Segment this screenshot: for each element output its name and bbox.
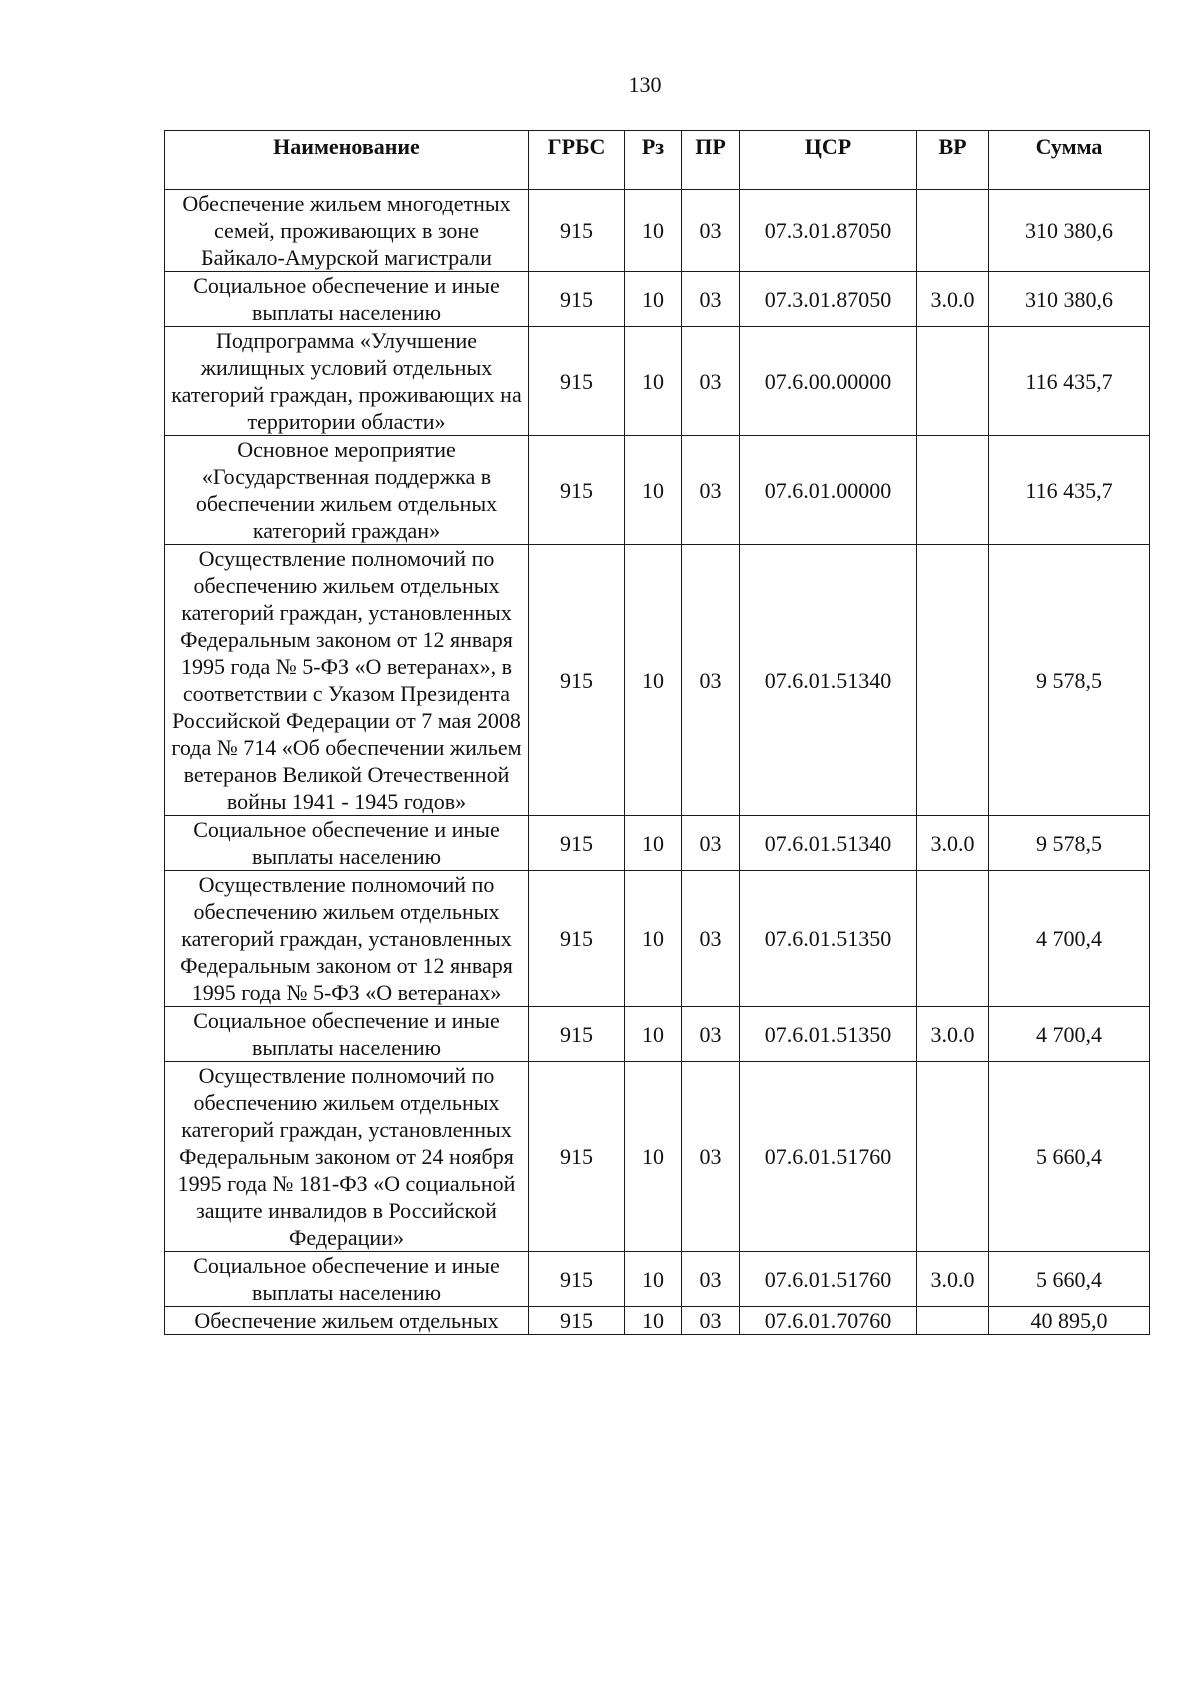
page-number: 130: [628, 72, 662, 97]
header-vr: ВР: [917, 131, 989, 190]
cell-rz: 10: [625, 272, 682, 327]
cell-vr: [917, 871, 989, 1007]
cell-pr: 03: [682, 816, 740, 871]
cell-pr: 03: [682, 1252, 740, 1307]
cell-sum: 116 435,7: [989, 436, 1150, 545]
table-row: [165, 871, 1150, 1007]
cell-pr: 03: [682, 436, 740, 545]
cell-pr: 03: [682, 545, 740, 816]
cell-csr: 07.3.01.87050: [740, 190, 917, 272]
cell-sum: 40 895,0: [989, 1307, 1150, 1335]
cell-vr: 3.0.0: [917, 1007, 989, 1062]
cell-rz: 10: [625, 1252, 682, 1307]
table-row: [165, 327, 1150, 436]
cell-csr: 07.3.01.87050: [740, 272, 917, 327]
cell-grbs: 915: [529, 1062, 625, 1252]
header-grbs: ГРБС: [529, 131, 625, 190]
table-row: [165, 272, 1150, 327]
cell-vr: 3.0.0: [917, 816, 989, 871]
cell-grbs: 915: [529, 1007, 625, 1062]
cell-pr: 03: [682, 1307, 740, 1335]
cell-grbs: 915: [529, 1307, 625, 1335]
cell-name: Обеспечение жильем отдельных: [165, 1307, 529, 1335]
table-row: [165, 545, 1150, 816]
cell-vr: [917, 327, 989, 436]
cell-rz: 10: [625, 436, 682, 545]
cell-name: Подпрограмма «Улучшение жилищных условий отдельных категорий граждан, проживающих на территории области»: [165, 327, 529, 436]
table-row: [165, 190, 1150, 272]
cell-grbs: 915: [529, 272, 625, 327]
cell-vr: [917, 1062, 989, 1252]
cell-grbs: 915: [529, 190, 625, 272]
cell-vr: 3.0.0: [917, 1252, 989, 1307]
cell-sum: 310 380,6: [989, 272, 1150, 327]
table-row: [165, 1062, 1150, 1252]
header-rz: Рз: [625, 131, 682, 190]
cell-csr: 07.6.01.51340: [740, 816, 917, 871]
cell-grbs: 915: [529, 871, 625, 1007]
cell-rz: 10: [625, 1307, 682, 1335]
cell-rz: 10: [625, 1062, 682, 1252]
cell-csr: 07.6.01.51350: [740, 871, 917, 1007]
cell-sum: 5 660,4: [989, 1252, 1150, 1307]
table-row: [165, 1252, 1150, 1307]
cell-vr: [917, 190, 989, 272]
cell-name: Осуществление полномочий по обеспечению жильем отдельных категорий граждан, установленных Федеральным законом от 24 ноября 1995 года № 181-ФЗ «О социальной защите инвалидов в Российской Федерации»: [165, 1062, 529, 1252]
cell-sum: 9 578,5: [989, 816, 1150, 871]
cell-csr: 07.6.01.70760: [740, 1307, 917, 1335]
table-row: [165, 1007, 1150, 1062]
cell-sum: 310 380,6: [989, 190, 1150, 272]
cell-vr: [917, 545, 989, 816]
cell-vr: [917, 436, 989, 545]
budget-table: [164, 130, 1150, 1335]
header-pr: ПР: [682, 131, 740, 190]
cell-rz: 10: [625, 1007, 682, 1062]
cell-csr: 07.6.01.51340: [740, 545, 917, 816]
cell-name: Осуществление полномочий по обеспечению жильем отдельных категорий граждан, установленных Федеральным законом от 12 января 1995 года № 5-ФЗ «О ветеранах», в соответствии с Указом Президента Российской Федерации от 7 мая 2008 года № 714 «Об обеспечении жильем ветеранов Великой Отечественной войны 1941 - 1945 годов»: [165, 545, 529, 816]
cell-sum: 9 578,5: [989, 545, 1150, 816]
cell-name: Социальное обеспечение и иные выплаты населению: [165, 272, 529, 327]
cell-rz: 10: [625, 327, 682, 436]
table-row: [165, 1307, 1150, 1335]
cell-grbs: 915: [529, 545, 625, 816]
cell-pr: 03: [682, 327, 740, 436]
cell-sum: 5 660,4: [989, 1062, 1150, 1252]
cell-name: Социальное обеспечение и иные выплаты населению: [165, 1252, 529, 1307]
cell-name: Социальное обеспечение и иные выплаты населению: [165, 1007, 529, 1062]
cell-name: Обеспечение жильем многодетных семей, проживающих в зоне Байкало-Амурской магистрали: [165, 190, 529, 272]
header-csr: ЦСР: [740, 131, 917, 190]
cell-rz: 10: [625, 871, 682, 1007]
cell-sum: 116 435,7: [989, 327, 1150, 436]
cell-name: Основное мероприятие «Государственная поддержка в обеспечении жильем отдельных категорий граждан»: [165, 436, 529, 545]
table-row: [165, 816, 1150, 871]
cell-grbs: 915: [529, 327, 625, 436]
cell-pr: 03: [682, 871, 740, 1007]
header-name: Наименование: [165, 131, 529, 190]
table-row: [165, 436, 1150, 545]
cell-vr: [917, 1307, 989, 1335]
cell-name: Социальное обеспечение и иные выплаты населению: [165, 816, 529, 871]
cell-pr: 03: [682, 190, 740, 272]
cell-rz: 10: [625, 190, 682, 272]
cell-csr: 07.6.01.51350: [740, 1007, 917, 1062]
cell-csr: 07.6.01.51760: [740, 1062, 917, 1252]
cell-name: Осуществление полномочий по обеспечению жильем отдельных категорий граждан, установленных Федеральным законом от 12 января 1995 года № 5-ФЗ «О ветеранах»: [165, 871, 529, 1007]
table-header-row: [165, 131, 1150, 190]
cell-rz: 10: [625, 816, 682, 871]
cell-csr: 07.6.00.00000: [740, 327, 917, 436]
cell-rz: 10: [625, 545, 682, 816]
cell-grbs: 915: [529, 1252, 625, 1307]
cell-csr: 07.6.01.51760: [740, 1252, 917, 1307]
header-sum: Сумма: [989, 131, 1150, 190]
cell-sum: 4 700,4: [989, 871, 1150, 1007]
cell-sum: 4 700,4: [989, 1007, 1150, 1062]
cell-pr: 03: [682, 1062, 740, 1252]
cell-grbs: 915: [529, 816, 625, 871]
cell-pr: 03: [682, 272, 740, 327]
cell-grbs: 915: [529, 436, 625, 545]
cell-csr: 07.6.01.00000: [740, 436, 917, 545]
cell-pr: 03: [682, 1007, 740, 1062]
cell-vr: 3.0.0: [917, 272, 989, 327]
